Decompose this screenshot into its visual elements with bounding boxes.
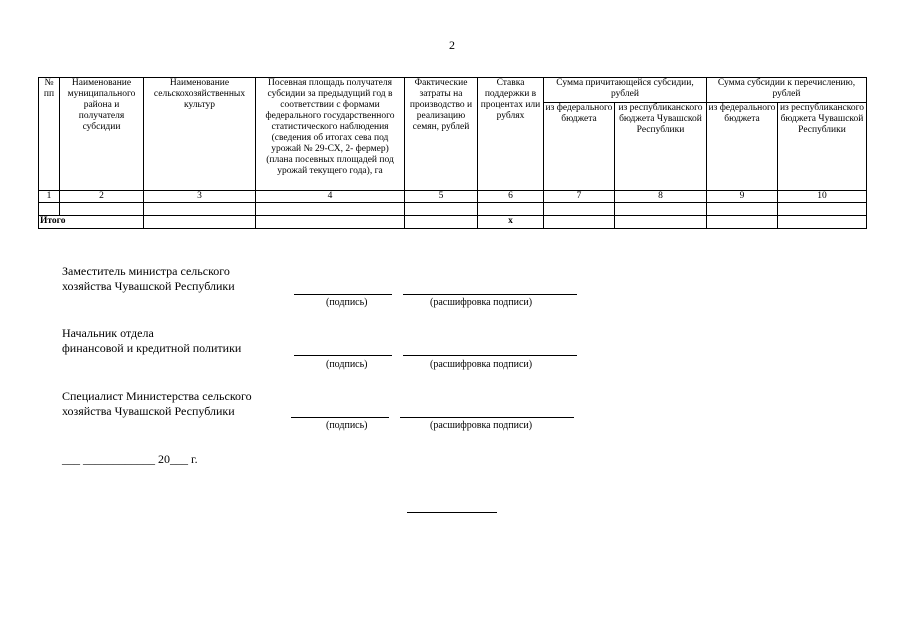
header-transfer-rep: из республиканского бюджета Чувашской Республики bbox=[778, 103, 867, 191]
header-area: Посевная площадь получателя субсидии за предыдущий год в соответствии с формами федерального государственного статистического наблюдения (сведения об итогах сева под урожай № 29-СХ, 2- фермер) (плана посевных площадей под урожай текущего года), га bbox=[256, 78, 405, 191]
name-line-3 bbox=[400, 417, 574, 418]
col-num: 3 bbox=[144, 191, 256, 203]
col-num: 1 bbox=[39, 191, 60, 203]
header-costs: Фактические затраты на производство и реализацию семян, рублей bbox=[405, 78, 478, 191]
col-num: 9 bbox=[707, 191, 778, 203]
name-caption-3: (расшифровка подписи) bbox=[430, 420, 533, 431]
table-row bbox=[39, 203, 867, 216]
subsidy-table bbox=[38, 77, 867, 229]
signature-title-3: Специалист Министерства сельского хозяйства Чувашской Республики bbox=[62, 389, 252, 418]
header-due-rep: из республиканского бюджета Чувашской Республики bbox=[615, 103, 707, 191]
signature-line-2 bbox=[294, 355, 392, 356]
sign-caption-2: (подпись) bbox=[326, 359, 368, 370]
header-no: № пп bbox=[39, 78, 60, 191]
col-num: 10 bbox=[778, 191, 867, 203]
col-num: 2 bbox=[60, 191, 144, 203]
total-rate: х bbox=[478, 216, 544, 229]
header-due-fed: из федерального бюджета bbox=[544, 103, 615, 191]
end-divider bbox=[407, 512, 497, 513]
name-caption-2: (расшифровка подписи) bbox=[430, 359, 533, 370]
date-line: ___ ____________ 20___ г. bbox=[62, 452, 198, 466]
header-due: Сумма причитающейся субсидии, рублей bbox=[544, 78, 707, 103]
name-line-2 bbox=[403, 355, 577, 356]
header-transfer: Сумма субсидии к перечислению, рублей bbox=[707, 78, 867, 103]
total-row bbox=[39, 216, 867, 229]
header-transfer-fed: из федерального бюджета bbox=[707, 103, 778, 191]
sign-caption-1: (подпись) bbox=[326, 297, 368, 308]
signature-title-2: Начальник отдела финансовой и кредитной политики bbox=[62, 326, 242, 355]
page-number: 2 bbox=[449, 38, 455, 52]
header-rate: Ставка поддержки в процентах или рублях bbox=[478, 78, 544, 191]
header-municipal: Наименование муниципального района и получателя субсидии bbox=[60, 78, 144, 191]
total-label: Итого bbox=[39, 216, 144, 229]
signature-line-1 bbox=[294, 294, 392, 295]
name-line-1 bbox=[403, 294, 577, 295]
col-num: 8 bbox=[615, 191, 707, 203]
col-num: 5 bbox=[405, 191, 478, 203]
col-num: 6 bbox=[478, 191, 544, 203]
signature-line-3 bbox=[291, 417, 389, 418]
col-num: 7 bbox=[544, 191, 615, 203]
header-crops: Наименование сельскохозяйственных культур bbox=[144, 78, 256, 191]
sign-caption-3: (подпись) bbox=[326, 420, 368, 431]
column-numbers-row bbox=[39, 191, 867, 203]
signature-title-1: Заместитель министра сельского хозяйства Чувашской Республики bbox=[62, 264, 235, 293]
col-num: 4 bbox=[256, 191, 405, 203]
name-caption-1: (расшифровка подписи) bbox=[430, 297, 533, 308]
